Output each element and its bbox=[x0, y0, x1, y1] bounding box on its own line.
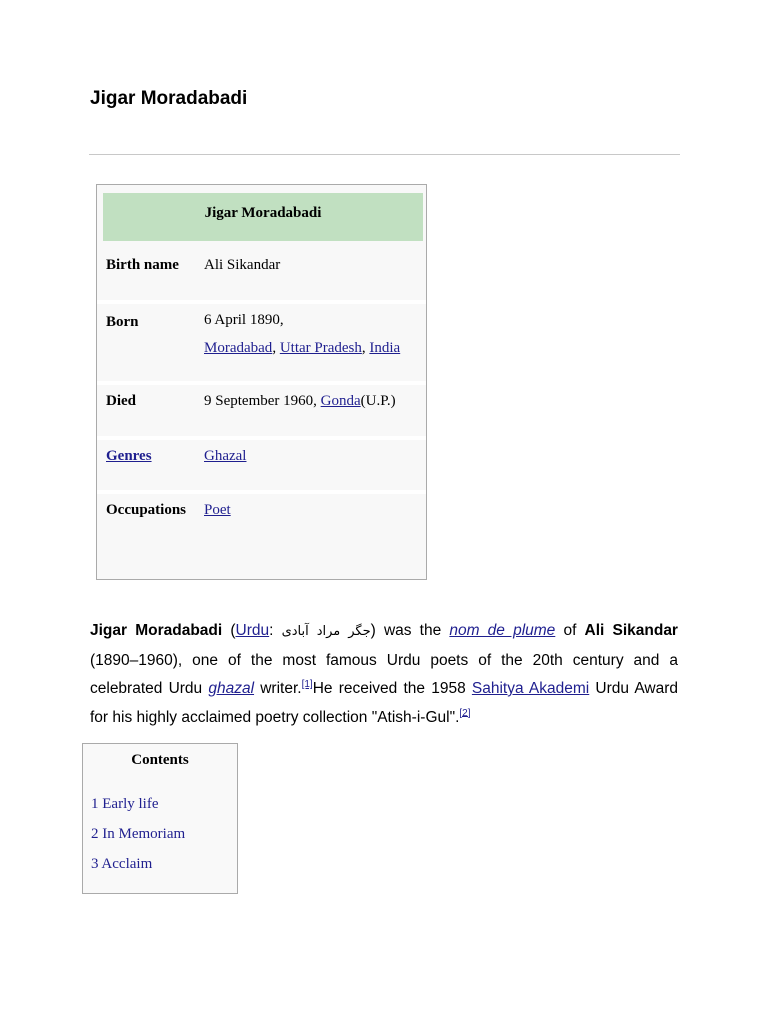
subject-name: Jigar Moradabadi bbox=[90, 622, 223, 639]
toc-item-early-life[interactable]: 1 Early life bbox=[91, 796, 159, 812]
reference-1[interactable]: [1] bbox=[301, 678, 313, 690]
link-uttar-pradesh[interactable]: Uttar Pradesh bbox=[279, 340, 362, 356]
link-poet[interactable]: Poet bbox=[204, 502, 231, 518]
title-divider bbox=[89, 154, 680, 155]
infobox-row-occupations bbox=[97, 494, 426, 574]
infobox-label-died: Died bbox=[106, 393, 136, 409]
infobox-value-born bbox=[204, 306, 400, 362]
link-ghazal[interactable]: ghazal bbox=[208, 680, 255, 697]
link-india[interactable]: India bbox=[369, 340, 401, 356]
toc-list bbox=[91, 796, 185, 886]
text-fragment: : bbox=[269, 622, 282, 639]
infobox-label-occupations: Occupations bbox=[106, 502, 187, 518]
page-title: Jigar Moradabadi bbox=[90, 88, 248, 109]
reference-2[interactable]: [2] bbox=[459, 707, 471, 719]
link-moradabad[interactable]: Moradabad bbox=[204, 340, 273, 356]
toc-item-in-memoriam[interactable]: 2 In Memoriam bbox=[91, 826, 186, 842]
real-name: Ali Sikandar bbox=[584, 622, 678, 639]
born-date: 6 April 1890, bbox=[204, 312, 284, 328]
infobox-row-died bbox=[97, 385, 426, 435]
toc-title: Contents bbox=[131, 752, 189, 768]
infobox-row-genres bbox=[97, 440, 426, 490]
toc-item-acclaim[interactable]: 3 Acclaim bbox=[91, 856, 153, 872]
text-fragment: He received the 1958 bbox=[312, 680, 472, 697]
infobox-label-birth-name: Birth name bbox=[106, 257, 179, 273]
link-nom-de-plume[interactable]: nom de plume bbox=[449, 622, 556, 639]
link-sahitya-akademi[interactable]: Sahitya Akademi bbox=[471, 680, 590, 697]
link-genres[interactable]: Genres bbox=[106, 448, 152, 464]
text-fragment: of bbox=[555, 622, 585, 639]
text-fragment: ( bbox=[222, 622, 236, 639]
text-fragment: Urdu Award for his highly acclaimed poetry collection "Atish-i-Gul". bbox=[90, 680, 679, 726]
table-of-contents bbox=[82, 743, 238, 894]
link-urdu[interactable]: Urdu bbox=[235, 622, 270, 639]
infobox-row-born bbox=[97, 304, 426, 380]
died-date: 9 September 1960, bbox=[204, 393, 321, 409]
text-fragment: writer. bbox=[254, 680, 302, 697]
infobox-label-born: Born bbox=[106, 314, 139, 330]
infobox-row-birth-name bbox=[97, 247, 426, 299]
link-ghazal-genre[interactable]: Ghazal bbox=[204, 448, 247, 464]
text-fragment: ) was the bbox=[370, 622, 450, 639]
text-fragment: (1890–1960), one of the most famous Urdu poets of the 20th century and a celebrated Urdu bbox=[90, 651, 678, 697]
urdu-name: جگر مراد آبادی bbox=[281, 624, 371, 639]
infobox-value-died bbox=[204, 387, 396, 415]
born-place: Moradabad, Uttar Pradesh, India bbox=[204, 340, 401, 356]
infobox bbox=[96, 184, 427, 580]
died-suffix: (U.P.) bbox=[360, 393, 396, 409]
infobox-header: Jigar Moradabadi bbox=[103, 193, 423, 241]
intro-paragraph bbox=[90, 617, 678, 732]
infobox-value-birth-name: Ali Sikandar bbox=[204, 257, 281, 273]
link-gonda[interactable]: Gonda bbox=[320, 393, 361, 409]
